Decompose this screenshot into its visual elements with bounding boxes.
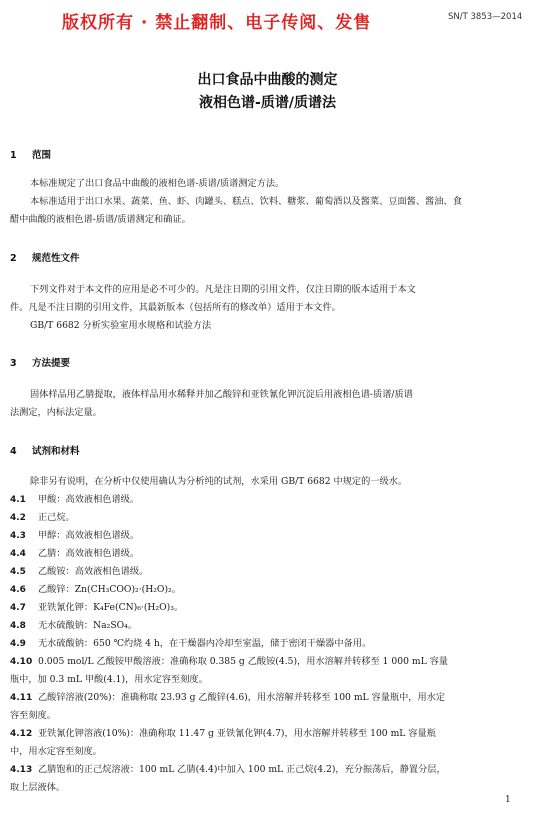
- item-number: 4.11: [10, 693, 33, 703]
- copyright-watermark: 版权所有 · 禁止翻制、电子传阅、发售: [62, 13, 372, 33]
- item-number: 4.2: [10, 513, 26, 523]
- item-text: 正己烷。: [38, 512, 75, 523]
- item-number: 4.7: [10, 603, 26, 613]
- paragraph-continuation: 醋中曲酸的液相色谱-质谱/质谱测定和确证。: [10, 214, 191, 225]
- paragraph: 本标准规定了出口食品中曲酸的液相色谱-质谱/质谱测定方法。: [30, 178, 285, 189]
- paragraph-continuation: 法测定，内标法定量。: [10, 407, 102, 418]
- section-title: 试剂和材料: [32, 446, 80, 457]
- section-4-heading: [10, 443, 80, 457]
- paragraph: 本标准适用于出口水果、蔬菜、鱼、虾、肉罐头、糕点、饮料、糖浆、葡萄酒以及酱菜、豆面酱、酱油、食: [30, 196, 462, 207]
- item-text: 乙酸铵：高效液相色谱级。: [38, 566, 149, 577]
- paragraph: 除非另有说明，在分析中仅使用确认为分析纯的试剂，水采用 GB/T 6682 中规定的一级水。: [30, 476, 408, 487]
- section-title: 规范性文件: [32, 253, 80, 264]
- list-item-continuation: 取上层液体。: [10, 782, 66, 793]
- item-number: 4.5: [10, 567, 26, 577]
- list-item: [10, 635, 522, 653]
- item-number: 4.4: [10, 549, 26, 559]
- item-number: 4.1: [10, 495, 26, 505]
- section-title: 范围: [32, 150, 52, 161]
- item-number: 4.6: [10, 585, 26, 595]
- document-number: SN/T 3853—2014: [448, 12, 523, 22]
- section-title: 方法提要: [32, 358, 71, 369]
- item-number: 4.12: [10, 729, 33, 739]
- list-item: [10, 491, 522, 509]
- section-2-heading: [10, 250, 80, 264]
- item-text: 亚铁氰化钾：K₄Fe(CN)₆·(H₂O)₃。: [38, 602, 184, 613]
- section-1-heading: [10, 147, 51, 161]
- list-item: [10, 509, 522, 527]
- item-text: 乙腈饱和的正己烷溶液：100 mL 乙腈(4.4)中加入 100 mL 正己烷(4.2)，充分振荡后，静置分层，: [38, 764, 446, 775]
- list-item: [10, 617, 522, 635]
- page-number: 1: [505, 795, 511, 805]
- section-number: 3: [10, 358, 17, 369]
- item-text: 甲醇：高效液相色谱级。: [38, 530, 140, 541]
- list-item: [10, 653, 522, 671]
- list-item: [10, 545, 522, 563]
- list-item: [10, 563, 522, 581]
- item-number: 4.8: [10, 621, 26, 631]
- item-text: 甲酸：高效液相色谱级。: [38, 494, 140, 505]
- item-number: 4.13: [10, 765, 33, 775]
- document-subtitle: 液相色谱-质谱/质谱法: [199, 95, 336, 111]
- section-number: 1: [10, 150, 17, 161]
- paragraph-continuation: 件。凡是不注日期的引用文件，其最新版本（包括所有的修改单）适用于本文件。: [10, 302, 341, 313]
- list-item-continuation: 容至刻度。: [10, 710, 56, 721]
- section-number: 4: [10, 446, 17, 457]
- list-item: [10, 581, 522, 599]
- item-number: 4.9: [10, 639, 26, 649]
- item-text: 亚铁氰化钾溶液(10%)：准确称取 11.47 g 亚铁氰化钾(4.7)，用水溶解并转移至 100 mL 容量瓶: [38, 728, 436, 739]
- document-title: 出口食品中曲酸的测定: [197, 72, 338, 88]
- list-item: [10, 689, 522, 707]
- item-number: 4.3: [10, 531, 26, 541]
- item-text: 乙酸锌溶液(20%)：准确称取 23.93 g 乙酸锌(4.6)，用水溶解并转移至 100 mL 容量瓶中，用水定: [38, 692, 446, 703]
- list-item-continuation: 中，用水定容至刻度。: [10, 746, 102, 757]
- item-text: 乙酸锌：Zn(CH₃COO)₂·(H₂O)₂。: [38, 584, 181, 595]
- paragraph: 下列文件对于本文件的应用是必不可少的。凡是注日期的引用文件，仅注日期的版本适用于本文: [30, 284, 416, 295]
- item-text: 0.005 mol/L 乙酸铵甲酸溶液：准确称取 0.385 g 乙酸铵(4.5)，用水溶解并转移至 1 000 mL 容量: [38, 656, 448, 667]
- list-item: [10, 599, 522, 617]
- list-item: [10, 527, 522, 545]
- item-text: 乙腈：高效液相色谱级。: [38, 548, 140, 559]
- item-number: 4.10: [10, 657, 33, 667]
- paragraph: 固体样品用乙腈提取，液体样品用水稀释并加乙酸锌和亚铁氰化钾沉淀后用液相色谱-质谱/质谱: [30, 389, 413, 400]
- section-number: 2: [10, 253, 17, 264]
- normative-reference: GB/T 6682 分析实验室用水规格和试验方法: [30, 320, 212, 331]
- item-text: 无水硫酸钠：Na₂SO₄。: [38, 620, 138, 631]
- section-3-heading: [10, 355, 70, 369]
- list-item-continuation: 瓶中，加 0.3 mL 甲酸(4.1)，用水定容至刻度。: [10, 674, 208, 685]
- list-item: [10, 725, 522, 743]
- list-item: [10, 761, 522, 779]
- item-text: 无水硫酸钠：650 ℃灼烧 4 h，在干燥器内冷却至室温，储于密闭干燥器中备用。: [38, 638, 372, 649]
